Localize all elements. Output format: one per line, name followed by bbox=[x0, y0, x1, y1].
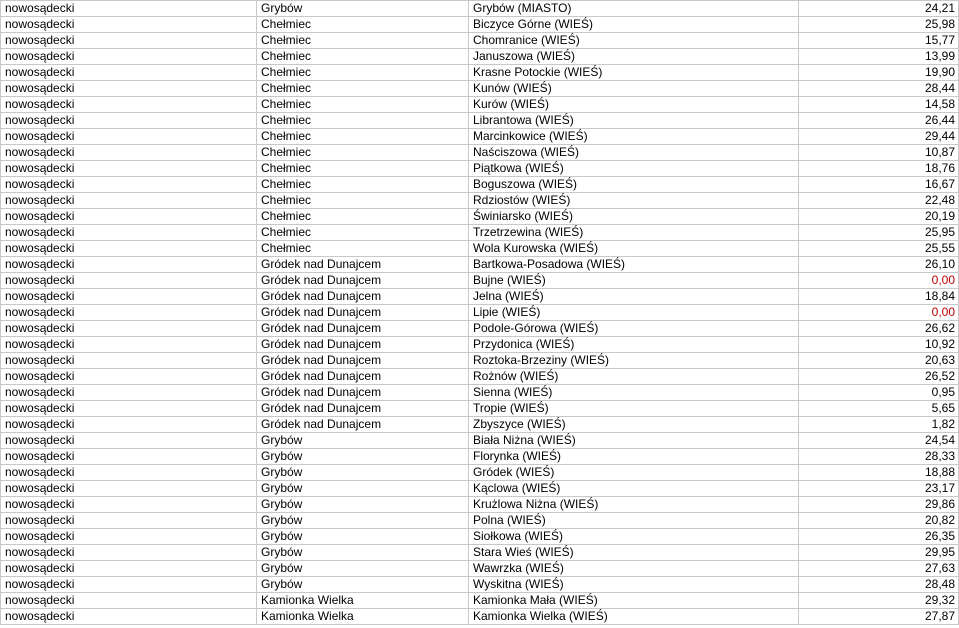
locality-cell[interactable]: Siołkowa (WIEŚ) bbox=[469, 529, 799, 545]
county-cell[interactable]: nowosądecki bbox=[1, 33, 257, 49]
value-cell[interactable]: 27,87 bbox=[799, 609, 959, 625]
county-cell[interactable]: nowosądecki bbox=[1, 497, 257, 513]
value-cell[interactable]: 27,63 bbox=[799, 561, 959, 577]
table-row bbox=[1, 449, 959, 465]
commune-cell[interactable]: Chełmiec bbox=[257, 225, 469, 241]
county-cell[interactable]: nowosądecki bbox=[1, 289, 257, 305]
value-cell[interactable]: 14,58 bbox=[799, 97, 959, 113]
value-cell[interactable]: 28,48 bbox=[799, 577, 959, 593]
commune-cell[interactable]: Grybów bbox=[257, 449, 469, 465]
county-cell[interactable]: nowosądecki bbox=[1, 401, 257, 417]
county-cell[interactable]: nowosądecki bbox=[1, 209, 257, 225]
commune-cell[interactable]: Chełmiec bbox=[257, 241, 469, 257]
table-body bbox=[1, 1, 959, 625]
commune-cell[interactable]: Chełmiec bbox=[257, 193, 469, 209]
commune-cell[interactable]: Grybów bbox=[257, 545, 469, 561]
county-cell[interactable]: nowosądecki bbox=[1, 337, 257, 353]
commune-cell[interactable]: Chełmiec bbox=[257, 177, 469, 193]
commune-cell[interactable]: Gródek nad Dunajcem bbox=[257, 385, 469, 401]
value-cell[interactable]: 26,62 bbox=[799, 321, 959, 337]
locality-cell[interactable]: Librantowa (WIEŚ) bbox=[469, 113, 799, 129]
value-cell[interactable]: 26,52 bbox=[799, 369, 959, 385]
locality-cell[interactable]: Kurów (WIEŚ) bbox=[469, 97, 799, 113]
commune-cell[interactable]: Grybów bbox=[257, 481, 469, 497]
commune-cell[interactable]: Grybów bbox=[257, 577, 469, 593]
county-cell[interactable]: nowosądecki bbox=[1, 321, 257, 337]
locality-cell[interactable]: Biczyce Górne (WIEŚ) bbox=[469, 17, 799, 33]
value-cell[interactable]: 29,32 bbox=[799, 593, 959, 609]
table-row bbox=[1, 257, 959, 273]
value-cell[interactable]: 15,77 bbox=[799, 33, 959, 49]
value-cell[interactable]: 29,44 bbox=[799, 129, 959, 145]
table-row bbox=[1, 241, 959, 257]
value-cell[interactable]: 0,00 bbox=[799, 273, 959, 289]
locality-cell[interactable]: Marcinkowice (WIEŚ) bbox=[469, 129, 799, 145]
commune-cell[interactable]: Chełmiec bbox=[257, 33, 469, 49]
table-row bbox=[1, 1, 959, 17]
county-cell[interactable]: nowosądecki bbox=[1, 193, 257, 209]
locality-cell[interactable]: Krasne Potockie (WIEŚ) bbox=[469, 65, 799, 81]
locality-cell[interactable]: Wyskitna (WIEŚ) bbox=[469, 577, 799, 593]
value-cell[interactable]: 10,87 bbox=[799, 145, 959, 161]
commune-cell[interactable]: Gródek nad Dunajcem bbox=[257, 257, 469, 273]
table-row bbox=[1, 81, 959, 97]
table-row bbox=[1, 465, 959, 481]
table-row bbox=[1, 401, 959, 417]
value-cell[interactable]: 0,00 bbox=[799, 305, 959, 321]
county-cell[interactable]: nowosądecki bbox=[1, 97, 257, 113]
locality-cell[interactable]: Januszowa (WIEŚ) bbox=[469, 49, 799, 65]
table-row bbox=[1, 513, 959, 529]
locality-cell[interactable]: Rdziostów (WIEŚ) bbox=[469, 193, 799, 209]
locality-cell[interactable]: Kunów (WIEŚ) bbox=[469, 81, 799, 97]
table-row bbox=[1, 145, 959, 161]
value-cell[interactable]: 22,48 bbox=[799, 193, 959, 209]
county-cell[interactable]: nowosądecki bbox=[1, 481, 257, 497]
commune-cell[interactable]: Gródek nad Dunajcem bbox=[257, 273, 469, 289]
table-row bbox=[1, 129, 959, 145]
county-cell[interactable]: nowosądecki bbox=[1, 257, 257, 273]
table-row bbox=[1, 33, 959, 49]
locality-cell[interactable]: Tropie (WIEŚ) bbox=[469, 401, 799, 417]
value-cell[interactable]: 25,95 bbox=[799, 225, 959, 241]
county-cell[interactable]: nowosądecki bbox=[1, 17, 257, 33]
table-row bbox=[1, 545, 959, 561]
locality-cell[interactable]: Świniarsko (WIEŚ) bbox=[469, 209, 799, 225]
commune-cell[interactable]: Chełmiec bbox=[257, 49, 469, 65]
locality-cell[interactable]: Chomranice (WIEŚ) bbox=[469, 33, 799, 49]
county-cell[interactable]: nowosądecki bbox=[1, 577, 257, 593]
county-cell[interactable]: nowosądecki bbox=[1, 449, 257, 465]
locality-cell[interactable]: Wola Kurowska (WIEŚ) bbox=[469, 241, 799, 257]
table-row bbox=[1, 321, 959, 337]
value-cell[interactable]: 10,92 bbox=[799, 337, 959, 353]
county-cell[interactable]: nowosądecki bbox=[1, 353, 257, 369]
county-cell[interactable]: nowosądecki bbox=[1, 609, 257, 625]
commune-cell[interactable]: Chełmiec bbox=[257, 17, 469, 33]
commune-cell[interactable]: Chełmiec bbox=[257, 145, 469, 161]
commune-cell[interactable]: Gródek nad Dunajcem bbox=[257, 401, 469, 417]
locality-cell[interactable]: Trzetrzewina (WIEŚ) bbox=[469, 225, 799, 241]
locality-cell[interactable]: Wawrzka (WIEŚ) bbox=[469, 561, 799, 577]
table-row bbox=[1, 609, 959, 625]
county-cell[interactable]: nowosądecki bbox=[1, 81, 257, 97]
locality-cell[interactable]: Florynka (WIEŚ) bbox=[469, 449, 799, 465]
commune-cell[interactable]: Grybów bbox=[257, 529, 469, 545]
table-row bbox=[1, 17, 959, 33]
commune-cell[interactable]: Grybów bbox=[257, 497, 469, 513]
table-row bbox=[1, 193, 959, 209]
commune-cell[interactable]: Gródek nad Dunajcem bbox=[257, 305, 469, 321]
locality-cell[interactable]: Bartkowa-Posadowa (WIEŚ) bbox=[469, 257, 799, 273]
value-cell[interactable]: 18,76 bbox=[799, 161, 959, 177]
table-row bbox=[1, 337, 959, 353]
county-cell[interactable]: nowosądecki bbox=[1, 593, 257, 609]
locality-cell[interactable]: Biała Niżna (WIEŚ) bbox=[469, 433, 799, 449]
table-row bbox=[1, 481, 959, 497]
county-cell[interactable]: nowosądecki bbox=[1, 113, 257, 129]
county-cell[interactable]: nowosądecki bbox=[1, 561, 257, 577]
county-cell[interactable]: nowosądecki bbox=[1, 129, 257, 145]
county-cell[interactable]: nowosądecki bbox=[1, 273, 257, 289]
table-row bbox=[1, 305, 959, 321]
value-cell[interactable]: 16,67 bbox=[799, 177, 959, 193]
commune-cell[interactable]: Grybów bbox=[257, 561, 469, 577]
value-cell[interactable]: 20,63 bbox=[799, 353, 959, 369]
value-cell[interactable]: 13,99 bbox=[799, 49, 959, 65]
table-row bbox=[1, 561, 959, 577]
table-row bbox=[1, 433, 959, 449]
value-cell[interactable]: 25,98 bbox=[799, 17, 959, 33]
county-cell[interactable]: nowosądecki bbox=[1, 161, 257, 177]
table-row bbox=[1, 97, 959, 113]
locality-cell[interactable]: Jelna (WIEŚ) bbox=[469, 289, 799, 305]
county-cell[interactable]: nowosądecki bbox=[1, 305, 257, 321]
county-cell[interactable]: nowosądecki bbox=[1, 529, 257, 545]
commune-cell[interactable]: Gródek nad Dunajcem bbox=[257, 417, 469, 433]
county-cell[interactable]: nowosądecki bbox=[1, 177, 257, 193]
locality-cell[interactable]: Roztoka-Brzeziny (WIEŚ) bbox=[469, 353, 799, 369]
commune-cell[interactable]: Gródek nad Dunajcem bbox=[257, 337, 469, 353]
commune-cell[interactable]: Gródek nad Dunajcem bbox=[257, 321, 469, 337]
table-row bbox=[1, 385, 959, 401]
value-cell[interactable]: 18,84 bbox=[799, 289, 959, 305]
commune-cell[interactable]: Chełmiec bbox=[257, 209, 469, 225]
value-cell[interactable]: 23,17 bbox=[799, 481, 959, 497]
table-row bbox=[1, 65, 959, 81]
value-cell[interactable]: 20,19 bbox=[799, 209, 959, 225]
table-row bbox=[1, 49, 959, 65]
table-row bbox=[1, 529, 959, 545]
value-cell[interactable]: 5,65 bbox=[799, 401, 959, 417]
locality-cell[interactable]: Rożnów (WIEŚ) bbox=[469, 369, 799, 385]
county-cell[interactable]: nowosądecki bbox=[1, 49, 257, 65]
commune-cell[interactable]: Chełmiec bbox=[257, 113, 469, 129]
locality-cell[interactable]: Piątkowa (WIEŚ) bbox=[469, 161, 799, 177]
county-cell[interactable]: nowosądecki bbox=[1, 433, 257, 449]
value-cell[interactable]: 20,82 bbox=[799, 513, 959, 529]
table-row bbox=[1, 353, 959, 369]
value-cell[interactable]: 0,95 bbox=[799, 385, 959, 401]
commune-cell[interactable]: Gródek nad Dunajcem bbox=[257, 369, 469, 385]
table-row bbox=[1, 161, 959, 177]
locality-cell[interactable]: Sienna (WIEŚ) bbox=[469, 385, 799, 401]
locality-cell[interactable]: Bujne (WIEŚ) bbox=[469, 273, 799, 289]
county-cell[interactable]: nowosądecki bbox=[1, 417, 257, 433]
commune-cell[interactable]: Kamionka Wielka bbox=[257, 609, 469, 625]
value-cell[interactable]: 29,95 bbox=[799, 545, 959, 561]
county-cell[interactable]: nowosądecki bbox=[1, 225, 257, 241]
locality-cell[interactable]: Krużlowa Niżna (WIEŚ) bbox=[469, 497, 799, 513]
commune-cell[interactable]: Chełmiec bbox=[257, 97, 469, 113]
commune-cell[interactable]: Grybów bbox=[257, 465, 469, 481]
county-cell[interactable]: nowosądecki bbox=[1, 65, 257, 81]
table-row bbox=[1, 113, 959, 129]
value-cell[interactable]: 26,44 bbox=[799, 113, 959, 129]
commune-cell[interactable]: Gródek nad Dunajcem bbox=[257, 289, 469, 305]
county-cell[interactable]: nowosądecki bbox=[1, 145, 257, 161]
county-cell[interactable]: nowosądecki bbox=[1, 513, 257, 529]
county-cell[interactable]: nowosądecki bbox=[1, 385, 257, 401]
commune-cell[interactable]: Chełmiec bbox=[257, 65, 469, 81]
locality-cell[interactable]: Podole-Górowa (WIEŚ) bbox=[469, 321, 799, 337]
county-cell[interactable]: nowosądecki bbox=[1, 545, 257, 561]
table-row bbox=[1, 497, 959, 513]
commune-cell[interactable]: Chełmiec bbox=[257, 81, 469, 97]
locality-cell[interactable]: Przydonica (WIEŚ) bbox=[469, 337, 799, 353]
locality-cell[interactable]: Polna (WIEŚ) bbox=[469, 513, 799, 529]
table-row bbox=[1, 593, 959, 609]
value-cell[interactable]: 28,44 bbox=[799, 81, 959, 97]
locality-cell[interactable]: Naściszowa (WIEŚ) bbox=[469, 145, 799, 161]
value-cell[interactable]: 25,55 bbox=[799, 241, 959, 257]
county-cell[interactable]: nowosądecki bbox=[1, 241, 257, 257]
value-cell[interactable]: 24,21 bbox=[799, 1, 959, 17]
table-row bbox=[1, 417, 959, 433]
locality-cell[interactable]: Gródek (WIEŚ) bbox=[469, 465, 799, 481]
locality-cell[interactable]: Kamionka Wielka (WIEŚ) bbox=[469, 609, 799, 625]
table-row bbox=[1, 289, 959, 305]
value-cell[interactable]: 24,54 bbox=[799, 433, 959, 449]
locality-cell[interactable]: Kamionka Mała (WIEŚ) bbox=[469, 593, 799, 609]
locality-cell[interactable]: Zbyszyce (WIEŚ) bbox=[469, 417, 799, 433]
county-cell[interactable]: nowosądecki bbox=[1, 1, 257, 17]
commune-cell[interactable]: Grybów bbox=[257, 1, 469, 17]
table-row bbox=[1, 177, 959, 193]
table-row bbox=[1, 577, 959, 593]
locality-cell[interactable]: Boguszowa (WIEŚ) bbox=[469, 177, 799, 193]
commune-cell[interactable]: Grybów bbox=[257, 433, 469, 449]
table-row bbox=[1, 225, 959, 241]
value-cell[interactable]: 19,90 bbox=[799, 65, 959, 81]
commune-cell[interactable]: Chełmiec bbox=[257, 129, 469, 145]
value-cell[interactable]: 26,35 bbox=[799, 529, 959, 545]
locality-cell[interactable]: Grybów (MIASTO) bbox=[469, 1, 799, 17]
value-cell[interactable]: 28,33 bbox=[799, 449, 959, 465]
locality-cell[interactable]: Stara Wieś (WIEŚ) bbox=[469, 545, 799, 561]
value-cell[interactable]: 18,88 bbox=[799, 465, 959, 481]
value-cell[interactable]: 26,10 bbox=[799, 257, 959, 273]
table-row bbox=[1, 273, 959, 289]
commune-cell[interactable]: Kamionka Wielka bbox=[257, 593, 469, 609]
table-row bbox=[1, 369, 959, 385]
locality-cell[interactable]: Lipie (WIEŚ) bbox=[469, 305, 799, 321]
commune-cell[interactable]: Gródek nad Dunajcem bbox=[257, 353, 469, 369]
county-cell[interactable]: nowosądecki bbox=[1, 465, 257, 481]
locality-cell[interactable]: Kąclowa (WIEŚ) bbox=[469, 481, 799, 497]
value-cell[interactable]: 29,86 bbox=[799, 497, 959, 513]
table-row bbox=[1, 209, 959, 225]
value-cell[interactable]: 1,82 bbox=[799, 417, 959, 433]
commune-cell[interactable]: Chełmiec bbox=[257, 161, 469, 177]
county-cell[interactable]: nowosądecki bbox=[1, 369, 257, 385]
commune-cell[interactable]: Grybów bbox=[257, 513, 469, 529]
